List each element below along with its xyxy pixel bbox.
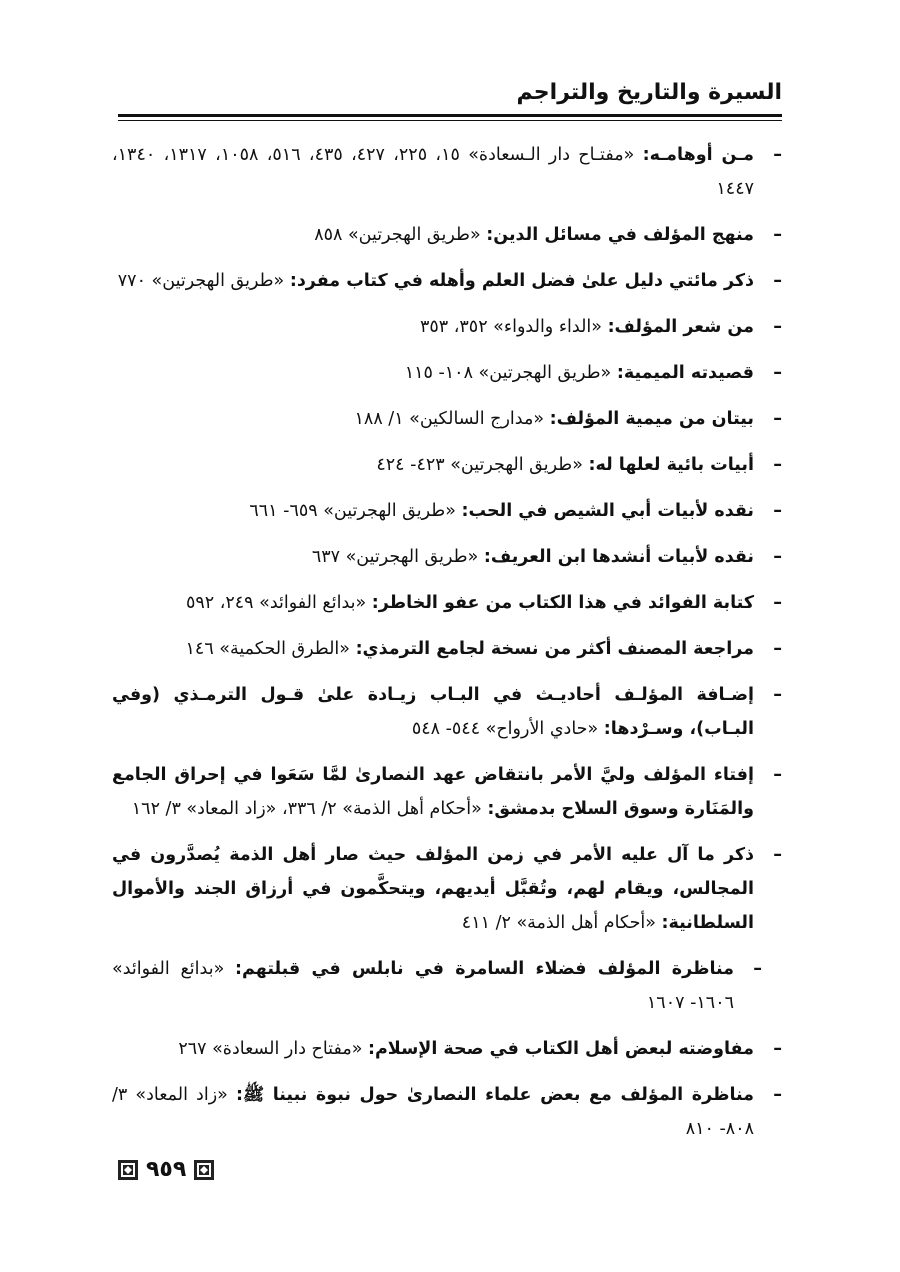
entry-reference: «مفتاح دار السعادة» ٢٦٧ — [178, 1039, 368, 1059]
index-entry — [112, 632, 782, 666]
entry-topic: من شعر المؤلف: — [607, 317, 754, 337]
index-entry — [112, 952, 782, 1020]
entry-dash: – — [773, 1039, 782, 1059]
page-footer — [118, 1157, 214, 1182]
entry-reference: «طريق الهجرتين» ٨٥٨ — [314, 225, 487, 245]
entry-reference: «أحكام أهل الذمة» ٢/ ٤١١ — [461, 913, 662, 933]
entry-dash: – — [773, 271, 782, 291]
entry-topic: قصيدته الميمية: — [616, 363, 754, 383]
entry-dash: – — [773, 145, 782, 165]
entry-topic: مـن أوهامـه: — [642, 145, 755, 165]
index-entry — [112, 1032, 782, 1066]
entry-reference: «زاد المعاد» ٣/ ٨٠٨- ٨١٠ — [112, 1085, 754, 1139]
entry-dash: – — [773, 409, 782, 429]
entry-dash: – — [773, 225, 782, 245]
header-rule-thin — [118, 120, 782, 121]
entry-topic: إفتاء المؤلف وليَّ الأمر بانتقاض عهد النصارىٰ لمَّا سَعَوا في إحراق الجامع والمَنَارة وسوق السلاح بدمشق: — [112, 765, 754, 819]
entry-topic: ذكر مائتي دليل علىٰ فضل العلم وأهله في كتاب مفرد: — [289, 271, 754, 291]
entry-reference: «مدارج السالكين» ١/ ١٨٨ — [354, 409, 550, 429]
index-entry — [112, 402, 782, 436]
entry-topic: ذكر ما آل عليه الأمر في زمن المؤلف حيث صار أهل الذمة يُصدَّرون في المجالس، ويقام لهم، وتُقبَّل أيديهم، ويتحكَّمون في أرزاق الجند والأموال السلطانية: — [112, 845, 754, 933]
entry-topic: نقده لأبيات أنشدها ابن العريف: — [483, 547, 754, 567]
entry-dash: – — [773, 547, 782, 567]
entry-reference: «الداء والدواء» ٣٥٢، ٣٥٣ — [419, 317, 608, 337]
index-entries — [112, 138, 782, 1158]
entry-topic: مراجعة المصنف أكثر من نسخة لجامع الترمذي: — [355, 639, 754, 659]
entry-reference: «بدائع الفوائد» ٢٤٩، ٥٩٢ — [185, 593, 372, 613]
entry-dash: – — [773, 1085, 782, 1105]
entry-dash: – — [773, 845, 782, 865]
entry-topic: نقده لأبيات أبي الشيص في الحب: — [461, 501, 754, 521]
entry-topic: مفاوضته لبعض أهل الكتاب في صحة الإسلام: — [367, 1039, 754, 1059]
entry-reference: «طريق الهجرتين» ٧٧٠ — [117, 271, 290, 291]
entry-reference: «طريق الهجرتين» ٤٢٣- ٤٢٤ — [376, 455, 589, 475]
index-entry — [112, 138, 782, 206]
index-entry — [112, 678, 782, 746]
index-entry — [112, 310, 782, 344]
ornament-icon — [118, 1160, 138, 1180]
index-entry — [112, 838, 782, 940]
entry-dash: – — [773, 501, 782, 521]
entry-dash: – — [773, 685, 782, 705]
entry-topic: مناظرة المؤلف فضلاء السامرة في نابلس في قبلتهم: — [235, 959, 735, 979]
index-entry — [112, 586, 782, 620]
entry-reference: «مفتـاح دار الـسعادة» ١٥، ٢٢٥، ٤٢٧، ٤٣٥، ٥١٦، ١٠٥٨، ١٣١٧، ١٣٤٠، ١٤٤٧ — [112, 145, 754, 199]
page-number: ٩٥٩ — [146, 1157, 187, 1182]
entry-reference: «حادي الأرواح» ٥٤٤- ٥٤٨ — [411, 719, 604, 739]
running-header: السيرة والتاريخ والتراجم — [516, 80, 782, 105]
entry-dash: – — [773, 593, 782, 613]
entry-reference: «طريق الهجرتين» ٦٥٩- ٦٦١ — [249, 501, 462, 521]
entry-dash: – — [773, 765, 782, 785]
index-entry — [112, 1078, 782, 1146]
entry-topic: مناظرة المؤلف مع بعض علماء النصارىٰ حول نبوة نبينا ﷺ: — [235, 1085, 754, 1105]
entry-topic: كتابة الفوائد في هذا الكتاب من عفو الخاطر: — [371, 593, 754, 613]
entry-topic: أبيات بائية لعلها له: — [588, 455, 754, 475]
index-entry — [112, 264, 782, 298]
index-entry — [112, 758, 782, 826]
entry-dash: – — [773, 455, 782, 475]
header-rule-thick — [118, 114, 782, 117]
entry-dash: – — [753, 959, 762, 979]
entry-dash: – — [773, 317, 782, 337]
entry-dash: – — [773, 639, 782, 659]
entry-reference: «طريق الهجرتين» ٦٣٧ — [311, 547, 484, 567]
index-entry — [112, 356, 782, 390]
entry-reference: «الطرق الحكمية» ١٤٦ — [185, 639, 356, 659]
index-entry — [112, 540, 782, 574]
entry-reference: «بدائع الفوائد» ١٦٠٦- ١٦٠٧ — [112, 959, 734, 1013]
entry-topic: إضـافة المؤلـف أحاديـث في البـاب زيـادة علىٰ قـول الترمـذي (وفي البـاب)، وسـرْدها: — [112, 685, 754, 739]
index-entry — [112, 218, 782, 252]
entry-reference: «أحكام أهل الذمة» ٢/ ٣٣٦، «زاد المعاد» ٣/ ١٦٢ — [131, 799, 488, 819]
index-entry — [112, 494, 782, 528]
index-entry — [112, 448, 782, 482]
ornament-icon — [194, 1160, 214, 1180]
entry-topic: بيتان من ميمية المؤلف: — [549, 409, 754, 429]
entry-dash: – — [773, 363, 782, 383]
entry-reference: «طريق الهجرتين» ١٠٨- ١١٥ — [404, 363, 617, 383]
entry-topic: منهج المؤلف في مسائل الدين: — [486, 225, 754, 245]
